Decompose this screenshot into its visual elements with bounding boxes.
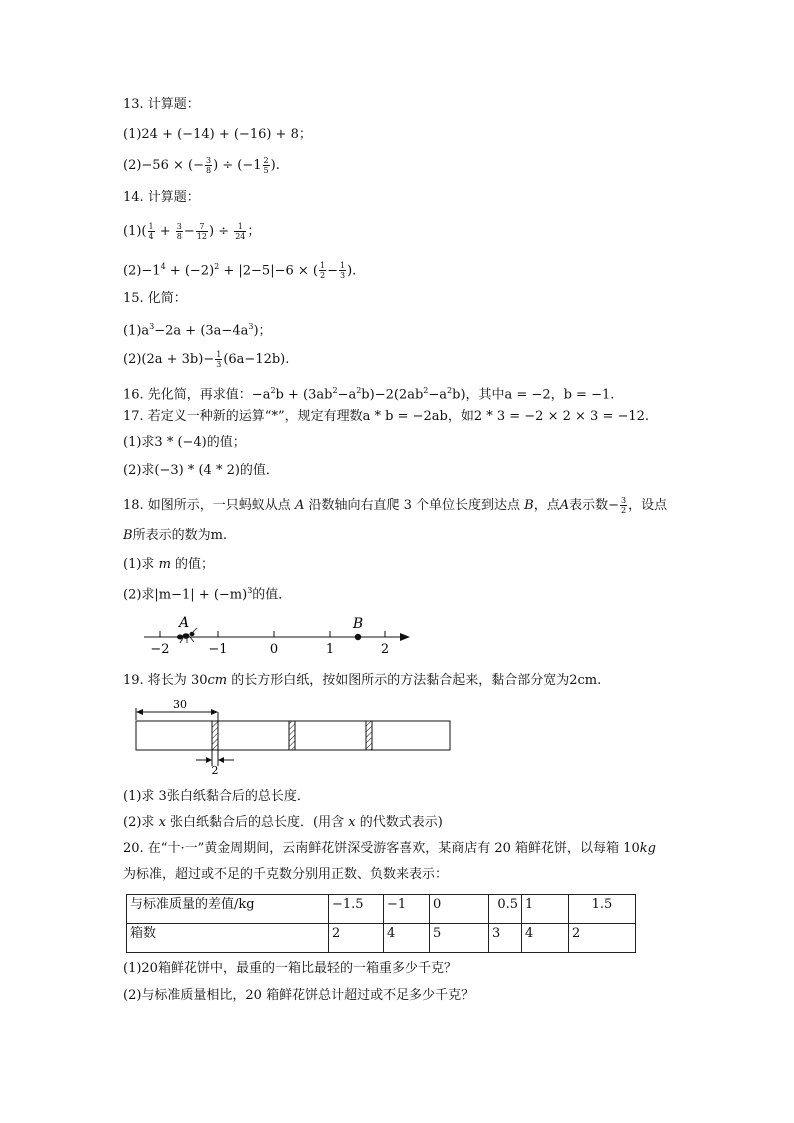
q20-text-line1: 20. 在“十·一”黄金周期间，云南鲜花饼深受游客喜欢，某商店有 20 箱鲜花饼，以每箱 10kg xyxy=(123,841,656,856)
table-cell: 4 xyxy=(522,924,569,953)
table-cell: 1.5 xyxy=(569,895,636,924)
overlap-3 xyxy=(366,721,372,750)
overlap-1 xyxy=(212,721,218,750)
point-a-label: A xyxy=(178,615,190,631)
q16-text: 16. 先化简，再求值：$-a^2b + (3ab^2-a^2b)-2(2ab^2-a^2b)$，其中a = −2，b = −1. xyxy=(123,386,615,403)
q17-part1: (1)求3 * (−4)的值； xyxy=(123,435,246,450)
table-cell: 3 xyxy=(489,924,522,953)
length-label: 30 xyxy=(173,698,187,711)
point-b-label: B xyxy=(352,616,364,632)
tick-label-0: 0 xyxy=(269,642,279,657)
table-cell: 0 xyxy=(430,895,489,924)
table-cell: 与标准质量的差值/kg xyxy=(127,895,329,924)
q13-title: 13. 计算题： xyxy=(123,97,200,112)
table-cell: 4 xyxy=(384,924,430,953)
q13-part1: (1)24 + (−14) + (−16) + 8； xyxy=(123,127,312,142)
number-line-figure xyxy=(140,612,420,658)
table-row xyxy=(127,924,636,953)
tick-label-2: 2 xyxy=(380,642,390,657)
q20-part1: (1)20箱鲜花饼中，最重的一箱比最轻的一箱重多少千克？ xyxy=(123,961,457,976)
table-cell: 1 xyxy=(522,895,569,924)
q19-part2: (2)求 x 张白纸黏合后的总长度．(用含 x 的代数式表示) xyxy=(123,815,443,830)
q19-text: 19. 将长为 30cm 的长方形白纸，按如图所示的方法黏合起来，黏合部分宽为2cm. xyxy=(123,673,602,688)
q17-part2: (2)求(−3) * (4 * 2)的值． xyxy=(123,463,279,478)
table-cell: 5 xyxy=(430,924,489,953)
q14-part1: (1)( $\frac{1}{4}$ + $\frac{3}{8}$ − $\frac{7}{12}$ ) ÷ $\frac{1}{24}$ ； xyxy=(123,222,261,241)
overlap-label: 2 xyxy=(211,764,219,777)
mass-table xyxy=(126,894,636,953)
q13-part2: (2)−56 × (− $\frac{3}{8}$ ) ÷ (−1 $\frac{2}{5}$ ). xyxy=(123,156,280,175)
point-b-dot xyxy=(355,634,361,640)
axis-arrow-icon xyxy=(400,633,410,641)
q18-text-line1: 18. 如图所示，一只蚂蚁从点 A 沿数轴向右直爬 3 个单位长度到达点 B，点A表示数− $\frac{3}{2}$ ，设点 xyxy=(123,496,668,515)
table-cell: 2 xyxy=(569,924,636,953)
q14-part2: $(2)-1^4 + (-2)^2 + |2-5|-6$ × ( $\frac{1}{2}$ − $\frac{1}{3}$ ). xyxy=(123,261,357,281)
tick-label-neg2: −2 xyxy=(150,642,170,657)
q18-part1: (1)求 m 的值； xyxy=(123,557,215,572)
table-cell: −1 xyxy=(384,895,430,924)
q20-text-line2: 为标准，超过或不足的千克数分别用正数、负数来表示： xyxy=(123,867,449,882)
tick-label-1: 1 xyxy=(325,642,335,657)
overlap-2 xyxy=(289,721,295,750)
q18-text-line2: B所表示的数为m. xyxy=(123,528,228,543)
q15-title: 15. 化简： xyxy=(123,291,187,306)
tick-label-neg1: −1 xyxy=(208,642,228,657)
q15-part1: $(1)a^3-2a + (3a-4a^3)$； xyxy=(123,322,272,339)
paper-strip-figure xyxy=(130,696,460,778)
table-cell: 箱数 xyxy=(127,924,329,953)
q19-part1: (1)求 3张白纸黏合后的总长度． xyxy=(123,789,310,804)
table-cell: −1.5 xyxy=(329,895,384,924)
table-cell: 2 xyxy=(329,924,384,953)
table-cell: 0.5 xyxy=(489,895,522,924)
q17-title: 17. 若定义一种新的运算“*”，规定有理数a * b = −2ab，如2 * 3 = −2 × 2 × 3 = −12. xyxy=(123,409,650,424)
q20-part2: (2)与标准质量相比，20 箱鲜花饼总计超过或不足多少千克？ xyxy=(123,988,475,1003)
table-row xyxy=(127,895,636,924)
q15-part2: (2)(2a + 3b)− $\frac{1}{3}$ (6a−12b). xyxy=(123,350,290,369)
q14-title: 14. 计算题： xyxy=(123,190,200,205)
q18-part2: (2)求$|m-1| + (-m)^3$的值． xyxy=(123,586,292,603)
